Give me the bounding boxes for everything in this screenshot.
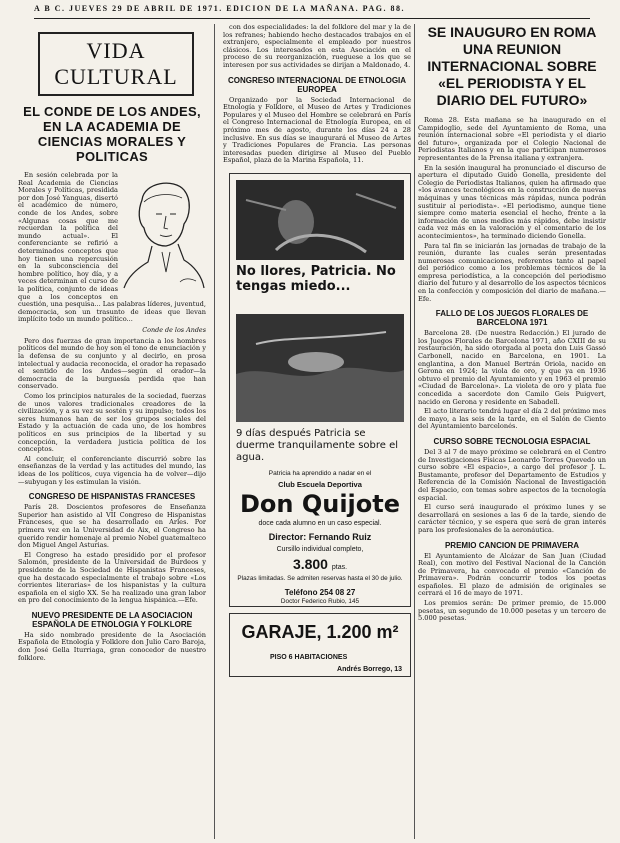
article-paragraph: El acto literario tendrá lugar el día 2 del próximo mes de mayo, a las seis de la tarde, en el Salón de Ciento del Ayuntamiento barcelonés.	[418, 407, 606, 431]
article-paragraph: El Ayuntamiento de Alcázar de San Juan (Ciudad Real), con motivo del Festival Nacional de la Canción de Primavera, ha convocado el premio «Canción de Primavera». Podrán concurrir todos los poetas españoles. El plazo de admisión de originales se cerrará el 16 de mayo de 1971.	[418, 551, 606, 598]
right-column	[418, 24, 606, 839]
middle-column	[223, 24, 411, 839]
garage-floor: PISO 6 HABITACIONES	[270, 653, 348, 661]
left-column	[18, 24, 206, 839]
headline-premio: PREMIO CANCION DE PRIMAVERA	[444, 540, 580, 550]
ad-tagline: No llores, Patricia. No tengas miedo...	[236, 263, 396, 294]
headline-roma: SE INAUGURO EN ROMA UNA REUNION INTERNACIONAL SOBRE «EL PERIODISTA Y EL DIARIO DEL FUTURO»	[427, 24, 597, 108]
ad-places: Plazas limitadas. Se admiten reservas hasta el 30 de julio.	[237, 574, 403, 582]
article-paragraph: El curso será inaugurado el próximo lunes y se desarrollará en sesiones a las 6 de la tarde, siendo de carácter técnico, y se espera que será de gran interés para los profesionales de la aeronáutica.	[418, 503, 606, 534]
column-divider	[414, 24, 415, 839]
page-header: A B C. JUEVES 29 DE ABRIL DE 1971. EDICION DE LA MAÑANA. PAG. 88.	[34, 4, 590, 19]
portrait-sketch	[122, 172, 206, 290]
ad-line: doce cada alumno en un caso especial.	[258, 519, 382, 527]
swim-school-advert	[229, 173, 411, 607]
ad-line: Patricia ha aprendido a nadar en el	[268, 469, 372, 477]
article-paragraph: con dos especialidades: la del folklore del mar y la de los refranes; habiendo hecho destacados trabajos en el extranjero, especialmente el empleado por nuestros clásicos. Los interesados en esta Asociación en el proceso de su reorganización, rueguese a los que se interesen por sus actividades se dirijan a Maldonado, 4.	[223, 24, 411, 69]
ad-address: Doctor Federico Rubio, 145	[280, 597, 360, 605]
article-paragraph: Roma 28. Esta mañana se ha inaugurado en el Campidoglio, sede del Ayuntamiento de Roma, una reunión internacional sobre «El periodista y el diario del futuro», organizada por el Colegio Nacional de Periodistas Italianos y en la que participan numerosos representantes de la Prensa italiana y extranjera.	[418, 116, 606, 162]
article-paragraph: En la sesión inaugural ha pronunciado el discurso de apertura el diputado Guido Gonella, presidente del Colegio de Periodistas Italianos, quien ha afirmado que «los avances tecnológicos en la construcción de nuevas máquinas y unas técnicas más rápidas, nunca podrán sustituir al periodista». «El periodismo, aunque tiene siempre como materia esencial el hecho, frente a la información de unos medios más rápidos, debe insistir cada vez más en la valoración y el comentario de los acontecimientos», ha terminado diciendo Gonella.	[418, 163, 606, 240]
ad-director: Director: Fernando Ruiz	[268, 531, 372, 542]
headline-asociacion: NUEVO PRESIDENTE DE LA ASOCIACION ESPAÑOLA DE ETNOLOGIA Y FOLKLORE	[31, 610, 193, 629]
portrait-illustration	[122, 172, 206, 290]
article-paragraph: Al concluir, el conferenciante discurrió sobre las enseñanzas de la verdad y las actitudes del mundo, las ideas de los políticos, cuya vigencia ha de volver—dijo—subyugan y les estimulan la visión.	[18, 454, 206, 486]
headline-conde: EL CONDE DE LOS ANDES, EN LA ACADEMIA DE CIENCIAS MORALES Y POLITICAS	[23, 104, 201, 164]
garage-title: GARAJE, 1.200 m²	[241, 621, 399, 642]
article-paragraph: Del 3 al 7 de mayo próximo se celebrará en el Centro de Investigaciones Físicas Leonardo Torres Quevedo un curso sobre «El espacio», a cargo del profesor J. L. Bustamante, profesor del Departamento de Estudios y Referencia de la Comisión Nacional de Investigación del Espacio, con temas sobre aspectos de la tecnología espacial.	[418, 447, 606, 502]
article-paragraph: Para tal fin se iniciarán las jornadas de trabajo de la reunión, durante las cuales serán presentadas numerosas comunicaciones, referentes tanto al papel del periódico como a los problemas técnicos de la empresa periodística, a la concepción del periodismo diario del futuro y al desarrollo de los aspectos técnicos en la confección y composición del diario de mañana.—Efe.	[418, 241, 606, 303]
garage-advert	[229, 613, 411, 677]
article-paragraph: París 28. Doscientos profesores de Enseñanza Superior han asistido al VII Congreso de Hispanistas Franceses, que se ha desarrollado en Arles. Por primera vez en la Universidad de Aix, el Congreso ha querido rendir homenaje al premio Nobel guatemalteco don Miguel Angel Asturias.	[18, 503, 206, 550]
headline-juegos-florales: FALLO DE LOS JUEGOS FLORALES DE BARCELONA 1971	[435, 309, 589, 328]
article-paragraph: Los premios serán: De primer premio, de 15.000 pesetas, un segundo de 10.000 pesetas y un tercero de 5.000 pesetas.	[418, 599, 606, 623]
article-paragraph: Como los principios naturales de la sociedad, fuerzas de unos valores tradicionales creadores de la civilización, y a su vez su sostén y su impulso; todos los seres humanos han de ser los grupos sociales del Estado y la actuación de cada uno, de los hombres políticos en sus principios de la libertad y su concepción, la verdadera justicia política de los conceptos.	[18, 392, 206, 454]
headline-hispanistas: CONGRESO DE HISPANISTAS FRANCESES	[28, 492, 196, 502]
ad-photo-water	[236, 314, 404, 422]
article-paragraph: En sesión celebrada por la Real Academia de Ciencias Morales y Políticas, presidida por don José Yanguas, disertó el académico de número, conde de los Andes, sobre «Algunas cosas que me recuerdan la política del mundo actual». El conferenciante se refirió a determinados conceptos que hoy tienen una repercusión en la subconsciencia del hombre político, hoy día, y a veces determinan el curso de la política, conjunto de ideas que a los conceptos en cuestión, una pesquisa... Las palabras líderes, juventud, democracia, son un trasunto de ideas que llevan implícito todo un mundo político...	[18, 171, 206, 324]
ad-subtitle: 9 días después Patricia se duerme tranquilamente sobre el agua.	[236, 427, 399, 463]
portrait-caption: Conde de los Andes	[142, 325, 206, 334]
article-paragraph: El Congreso ha estado presidido por el profesor Salomón, presidente de la Universidad de Burdeos y presidente de la Sociedad de Hispanistas Franceses, que ha destacado especialmente el trabajo sobre «Los corrientes literarias» de los hispanistas y la cultura española en el siglo XX. Se ha realizado una gran labor en pro del conocimiento de la lengua hispánica.—Efe.	[18, 550, 206, 605]
ad-price: 3.800 ptas.	[292, 555, 348, 572]
ad-phone: Teléfono 254 08 27	[284, 587, 356, 597]
column-divider	[214, 24, 215, 839]
article-paragraph: Barcelona 28. (De nuestra Redacción.) El jurado de los Juegos Florales de Barcelona 1971, año CXIII de su restauración, ha sido otorgada al poeta don Luis Gassó Carbonell, nacido en Barcelona, en 1901. La englantina, a don Manuel Bertrán Oriola, nacido en Gerona en 1924; la viola de oro, y que ya en 1936 obtuvo el premio del Ayuntamiento y en 1963 el premio «Ciudad de Barcelona». La violeta de oro y plata fue concedida a sacerdote don Camilo Geis Puigvert, nacido en Gerona y residente en Sabadell.	[418, 329, 606, 406]
headline-tecnologia: CURSO SOBRE TECNOLOGIA ESPACIAL	[433, 436, 591, 446]
ad-club: Club Escuela Deportiva	[278, 479, 362, 489]
garage-address: Andrés Borrego, 13	[337, 665, 402, 673]
article-paragraph: Pero dos fuerzas de gran importancia a los hombres políticos del mundo de hoy son el tono de enunciación y la defensa de su conjunto y al decirlo, en prosa intelectual y audacia reconocida, el orador ha repasado el sentido de los Andes—según el orador—la democracia de la burguesía perdida que han conservado.	[18, 336, 206, 391]
article-paragraph: Ha sido nombrado presidente de la Asociación Española de Etnología y Folklore don Julio Caro Baroja, don José Gella Iturriaga, gran conocedor de nuestro folklore.	[18, 630, 206, 662]
ad-course: Cursillo individual completo,	[276, 545, 364, 553]
section-title: VIDA CULTURAL	[38, 32, 194, 96]
ad-club-name: Don Quijote	[239, 489, 401, 518]
ad-photo-top	[236, 180, 404, 260]
headline-congreso-etnologia: CONGRESO INTERNACIONAL DE ETNOLOGIA EUROPEA	[227, 75, 407, 94]
article-paragraph: Organizado por la Sociedad Internacional de Etnología y Folklore, el Museo de Artes y Tradiciones Populares y el Museo del Hombre se celebrará en París el Congreso Internacional de Etnología Europea, en el próximo mes de agosto, durante los días 24 a 28 inclusive. En sus días se inaugurará el Museo de Artes y Tradiciones Populares de Francia. Las personas interesadas pueden dirigirse al Museo del Pueblo Español, plaza de la Marina Española, 11.	[223, 95, 411, 165]
